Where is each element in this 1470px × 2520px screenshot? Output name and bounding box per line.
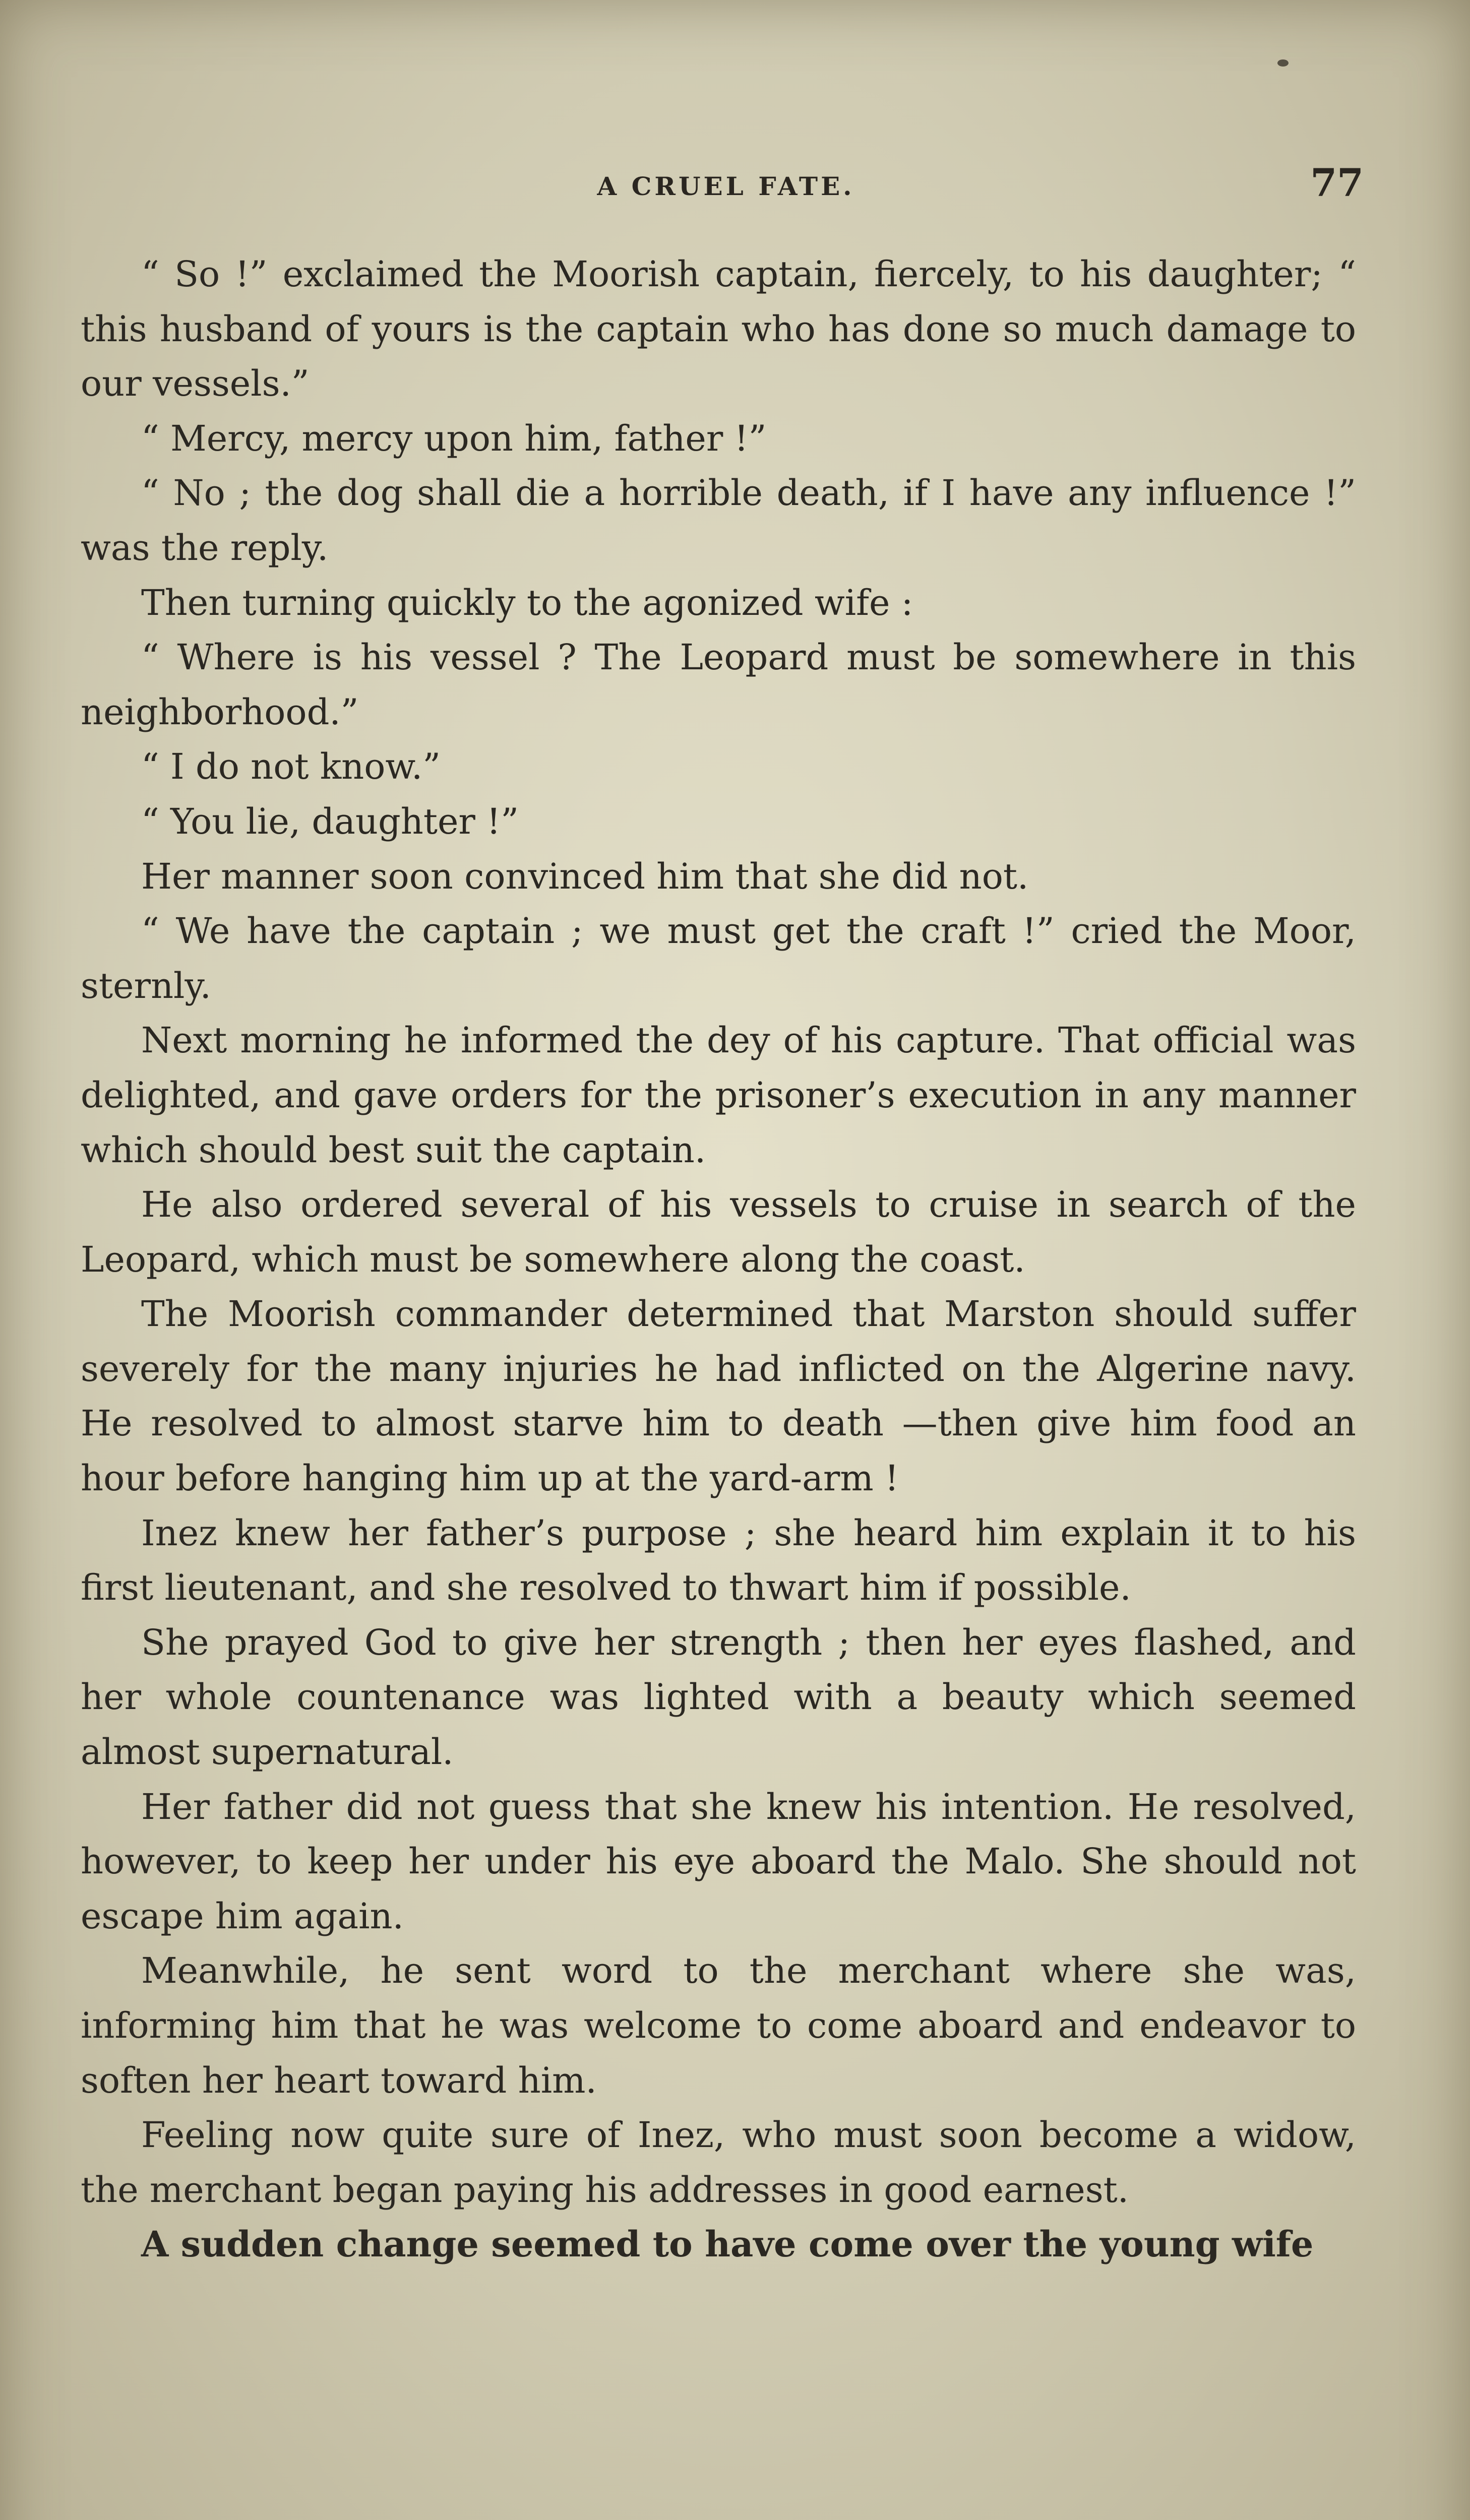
paragraph: “ Where is his vessel ? The Leopard must be somewhere in this neighborhood.” bbox=[81, 637, 1356, 733]
paragraph: “ We have the captain ; we must get the craft !” cried the Moor, sternly. bbox=[81, 910, 1356, 1006]
paragraph: Next morning he informed the dey of his capture. That official was delighted, and gave orders for the prisoner’s execution in any manner which should best suit the captain. bbox=[81, 1020, 1356, 1171]
paragraph: He also ordered several of his vessels to cruise in search of the Leopard, which must be somewhere along the coast. bbox=[81, 1184, 1356, 1280]
paragraph: Inez knew her father’s purpose ; she heard him explain it to his first lieutenant, and she resolved to thwart him if possible. bbox=[81, 1512, 1356, 1609]
page-number: 77 bbox=[1310, 160, 1364, 205]
paragraph: A sudden change seemed to have come over the young wife bbox=[141, 2223, 1314, 2265]
paragraph: She prayed God to give her strength ; then her eyes flashed, and her whole countenance was lighted with a beauty which seemed almost supernatural. bbox=[81, 1621, 1356, 1773]
paragraph: “ Mercy, mercy upon him, father !” bbox=[141, 417, 767, 459]
paragraph: Feeling now quite sure of Inez, who must soon become a widow, the merchant began paying his addresses in good earnest. bbox=[81, 2114, 1356, 2211]
body-text bbox=[81, 247, 1356, 2272]
paragraph: Her manner soon convinced him that she did not. bbox=[141, 855, 1029, 897]
paragraph: “ So !” exclaimed the Moorish captain, fiercely, to his daughter; “ this husband of yours is the captain who has done so much damage to our vessels.” bbox=[81, 254, 1356, 405]
paragraph: Her father did not guess that she knew his intention. He resolved, however, to keep her under his eye aboard the Malo. She should not escape him again. bbox=[81, 1786, 1356, 1937]
paragraph: “ You lie, daughter !” bbox=[141, 800, 519, 842]
ink-speck bbox=[1277, 59, 1289, 67]
running-head: A CRUEL FATE. bbox=[597, 171, 855, 201]
paragraph: Meanwhile, he sent word to the merchant where she was, informing him that he was welcome to come aboard and endeavor to soften her heart toward him. bbox=[81, 1950, 1356, 2101]
paragraph: “ I do not know.” bbox=[141, 746, 441, 788]
paragraph: “ No ; the dog shall die a horrible death, if I have any influence !” was the reply. bbox=[81, 472, 1356, 569]
paragraph: The Moorish commander determined that Marston should suffer severely for the many injuries he had inflicted on the Algerine navy. He resolved to almost starve him to death —then give him food an hour before hanging him up at the yard-arm ! bbox=[81, 1293, 1356, 1499]
page-header bbox=[88, 160, 1364, 216]
paragraph: Then turning quickly to the agonized wife : bbox=[141, 582, 913, 623]
